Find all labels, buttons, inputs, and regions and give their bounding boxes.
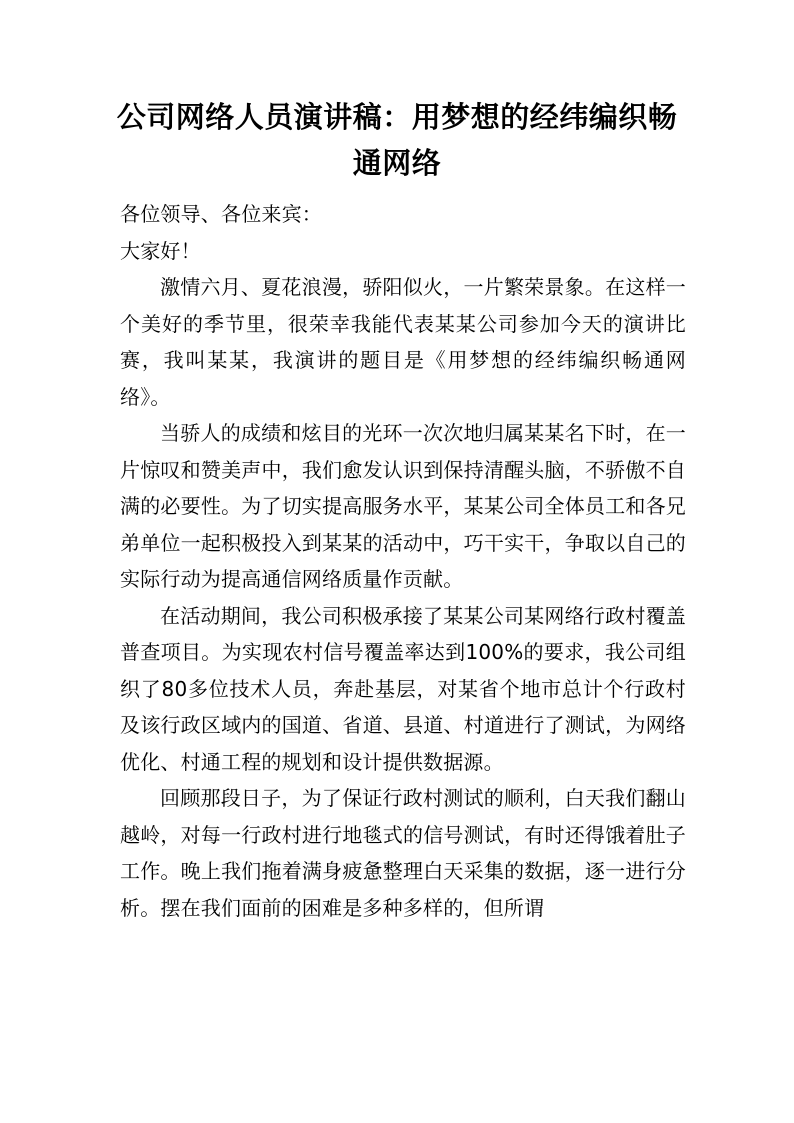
- document-title: 公司网络人员演讲稿：用梦想的经纬编织畅通网络: [116, 100, 678, 180]
- paragraph-project: 在活动期间，我公司积极承接了某某公司某网络行政村覆盖普查项目。为实现农村信号覆盖率达到100%的要求，我公司组织了80多位技术人员，奔赴基层，对某省个地市总计个行政村及该行政区域内的国道、省道、县道、村道进行了测试，为网络优化、村通工程的规划和设计提供数据源。: [120, 603, 686, 774]
- paragraph-intro: 激情六月、夏花浪漫，骄阳似火，一片繁荣景象。在这样一个美好的季节里，很荣幸我能代表某某公司参加今天的演讲比赛，我叫某某，我演讲的题目是《用梦想的经纬编织畅通网络》。: [120, 275, 686, 409]
- document-body: [120, 196, 686, 926]
- paragraph-achievements: 当骄人的成绩和炫目的光环一次次地归属某某名下时，在一片惊叹和赞美声中，我们愈发认识到保持清醒头脑，不骄傲不自满的必要性。为了切实提高服务水平，某某公司全体员工和各兄弟单位一起积极投入到某某的活动中，巧干实干，争取以自己的实际行动为提高通信网络质量作贡献。: [120, 421, 686, 591]
- paragraph-recollection: 回顾那段日子，为了保证行政村测试的顺利，白天我们翻山越岭，对每一行政村进行地毯式的信号测试，有时还得饿着肚子工作。晚上我们拖着满身疲惫整理白天采集的数据，逐一进行分析。摆在我们面前的困难是多种多样的，但所谓: [120, 786, 686, 920]
- salutation: 各位领导、各位来宾：: [120, 202, 322, 226]
- greeting: 大家好！: [120, 238, 201, 263]
